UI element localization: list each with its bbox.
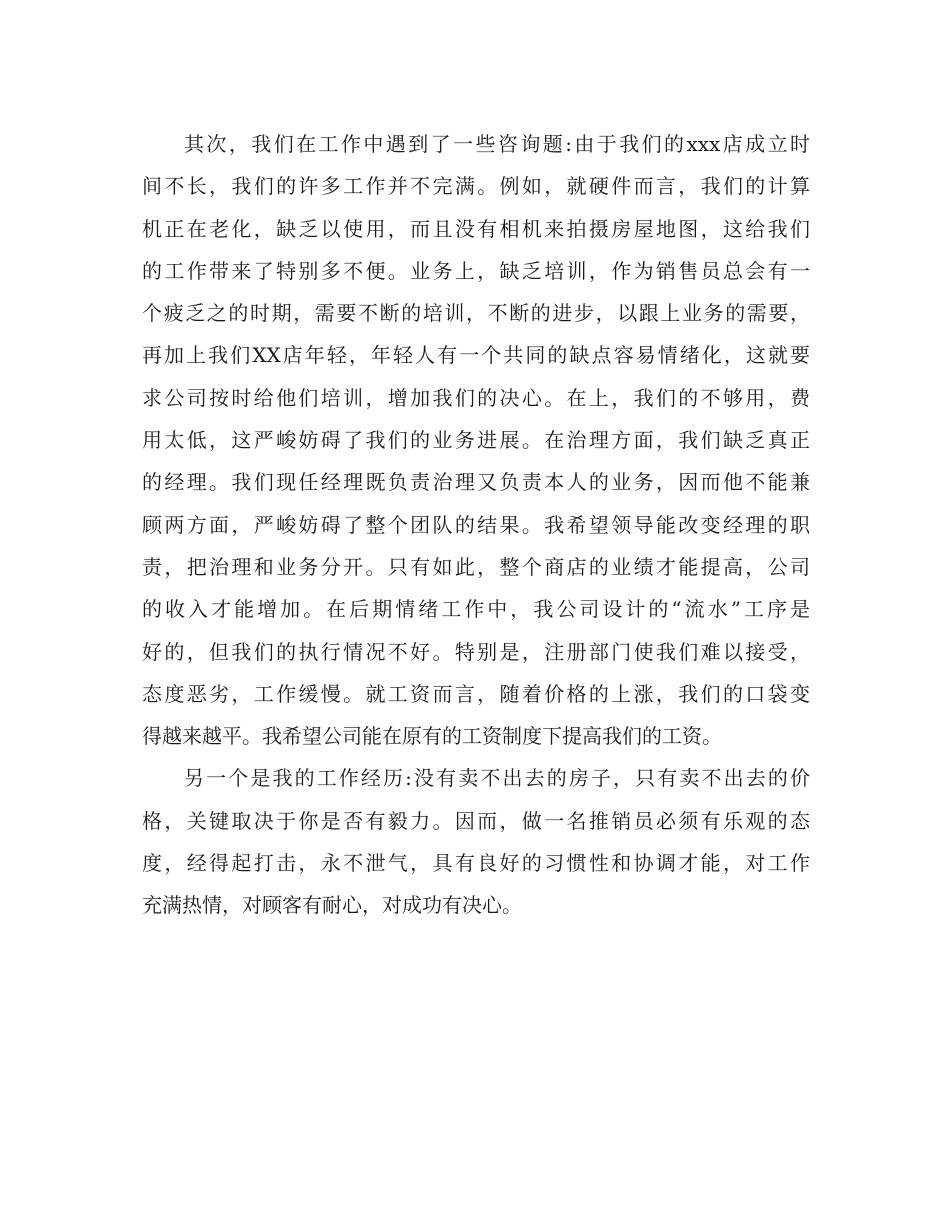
paragraph-line: 好的，但我们的执行情况不好。特别是，注册部门使我们难以接受，: [142, 639, 810, 664]
paragraph-line: 的经理。我们现任经理既负责治理又负责本人的业务，因而他不能兼: [142, 470, 810, 495]
paragraph-line: 的工作带来了特别多不便。业务上，缺乏培训，作为销售员总会有一: [142, 258, 810, 283]
paragraph-line: 用太低，这严峻妨碍了我们的业务进展。在治理方面，我们缺乏真正: [142, 428, 810, 453]
paragraph-line: 个疲乏之的时期，需要不断的培训，不断的进步，以跟上业务的需要，: [142, 301, 810, 326]
paragraph-line: 度，经得起打击，永不泄气，具有良好的习惯性和协调才能，对工作: [142, 851, 810, 876]
paragraph-line: 得越来越平。我希望公司能在原有的工资制度下提高我们的工资。: [142, 724, 722, 749]
paragraph-line: 态度恶劣，工作缓慢。就工资而言，随着价格的上涨，我们的口袋变: [142, 681, 810, 706]
paragraph-line: 的收入才能增加。在后期情绪工作中，我公司设计的“流水”工序是: [142, 597, 810, 622]
paragraph-line: 其次，我们在工作中遇到了一些咨询题:由于我们的xxx店成立时: [184, 132, 810, 156]
paragraph-line: 责，把治理和业务分开。只有如此，整个商店的业绩才能提高，公司: [142, 554, 810, 579]
paragraph-line: 再加上我们XX店年轻，年轻人有一个共同的缺点容易情绪化，这就要: [142, 343, 810, 368]
paragraph-line: 顾两方面，严峻妨碍了整个团队的结果。我希望领导能改变经理的职: [142, 512, 810, 537]
paragraph-line: 另一个是我的工作经历:没有卖不出去的房子，只有卖不出去的价: [184, 766, 810, 791]
paragraph-line: 间不长，我们的许多工作并不完满。例如，就硬件而言，我们的计算: [142, 174, 810, 199]
paragraph-line: 格，关键取决于你是否有毅力。因而，做一名推销员必须有乐观的态: [142, 808, 810, 833]
paragraph-2: [142, 757, 810, 926]
document-body: [142, 123, 810, 927]
paragraph-line: 机正在老化，缺乏以使用，而且没有相机来拍摄房屋地图，这给我们: [142, 216, 810, 241]
paragraph-line: 充满热情，对顾客有耐心，对成功有决心。: [142, 893, 522, 918]
paragraph-1: [142, 123, 810, 757]
paragraph-line: 求公司按时给他们培训，增加我们的决心。在上，我们的不够用，费: [142, 385, 810, 410]
